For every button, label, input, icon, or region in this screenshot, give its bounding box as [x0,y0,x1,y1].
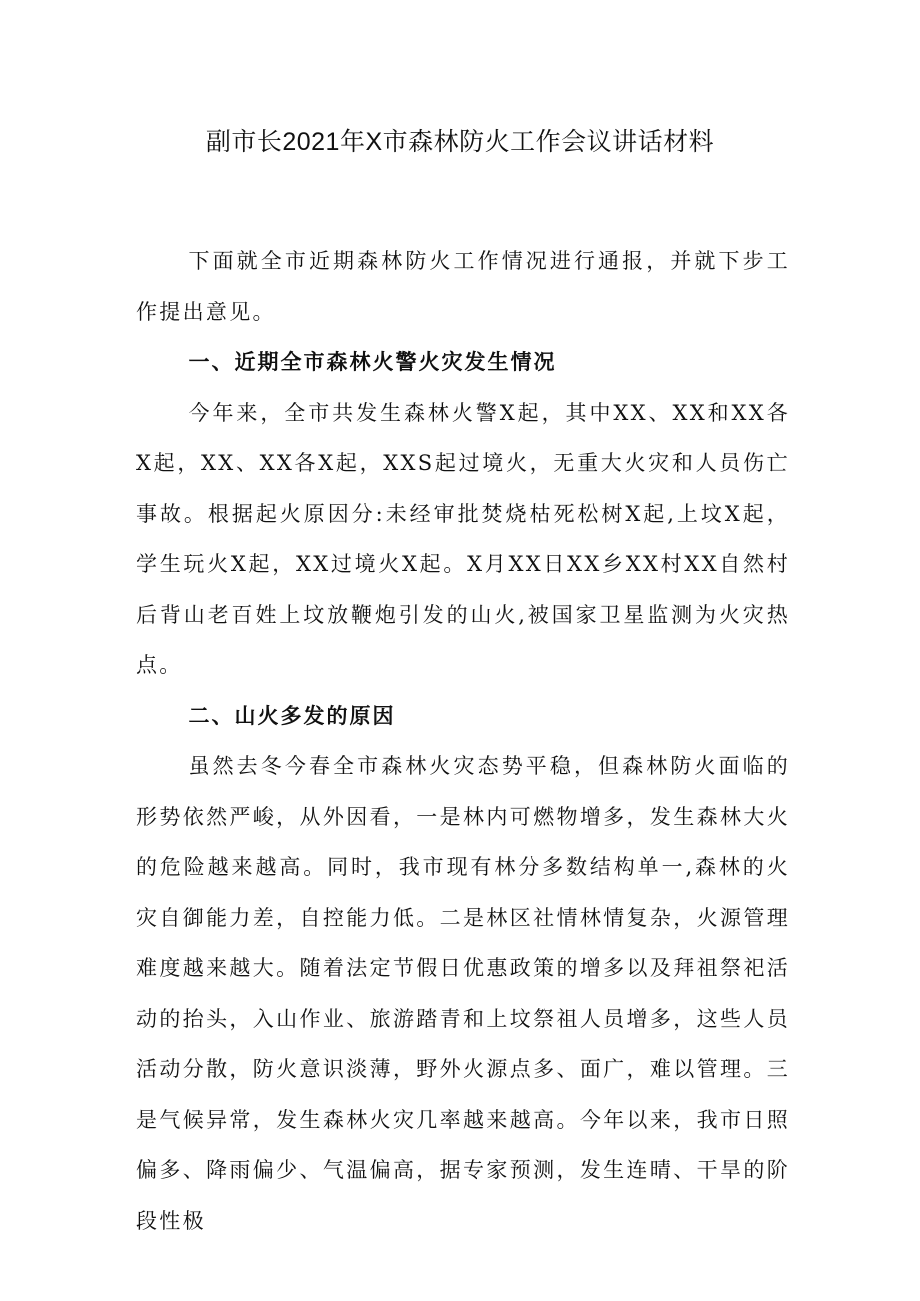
document-title: 副市长2021年X市森林防火工作会议讲话材料 [205,128,715,156]
section-1-paragraph: 今年来，全市共发生森林火警X起，其中XX、XX和XX各X起，XX、XX各X起，XXS起过境火，无重大火灾和人员伤亡事故。根据起火原因分:未经审批焚烧枯死松树X起,上坟X起，学生玩火X起，XX过境火X起。X月XX日XX乡XX村XX自然村后背山老百姓上坟放鞭炮引发的山火,被国家卫星监测为火灾热点。 [136,400,790,677]
section-heading-1: 一、近期全市森林火警火灾发生情况 [188,350,557,374]
section-heading-2: 二、山火多发的原因 [188,703,396,728]
intro-paragraph: 下面就全市近期森林防火工作情况进行通报，并就下步工作提出意见。 [136,249,790,324]
document-body [136,236,790,1246]
section-2-paragraph: 虽然去冬今春全市森林火灾态势平稳，但森林防火面临的形势依然严峻，从外因看，一是林内可燃物增多，发生森林大火的危险越来越高。同时，我市现有林分多数结构单一,森林的火灾自御能力差，自控能力低。二是林区社情林情复杂，火源管理难度越来越大。随着法定节假日优惠政策的增多以及拜祖祭祀活动的抬头，入山作业、旅游踏青和上坟祭祖人员增多，这些人员活动分散，防火意识淡薄，野外火源点多、面广，难以管理。三是气候异常，发生森林火灾几率越来越高。今年以来，我市日照偏多、降雨偏少、气温偏高，据专家预测，发生连晴、干旱的阶段性极 [136,754,790,1233]
